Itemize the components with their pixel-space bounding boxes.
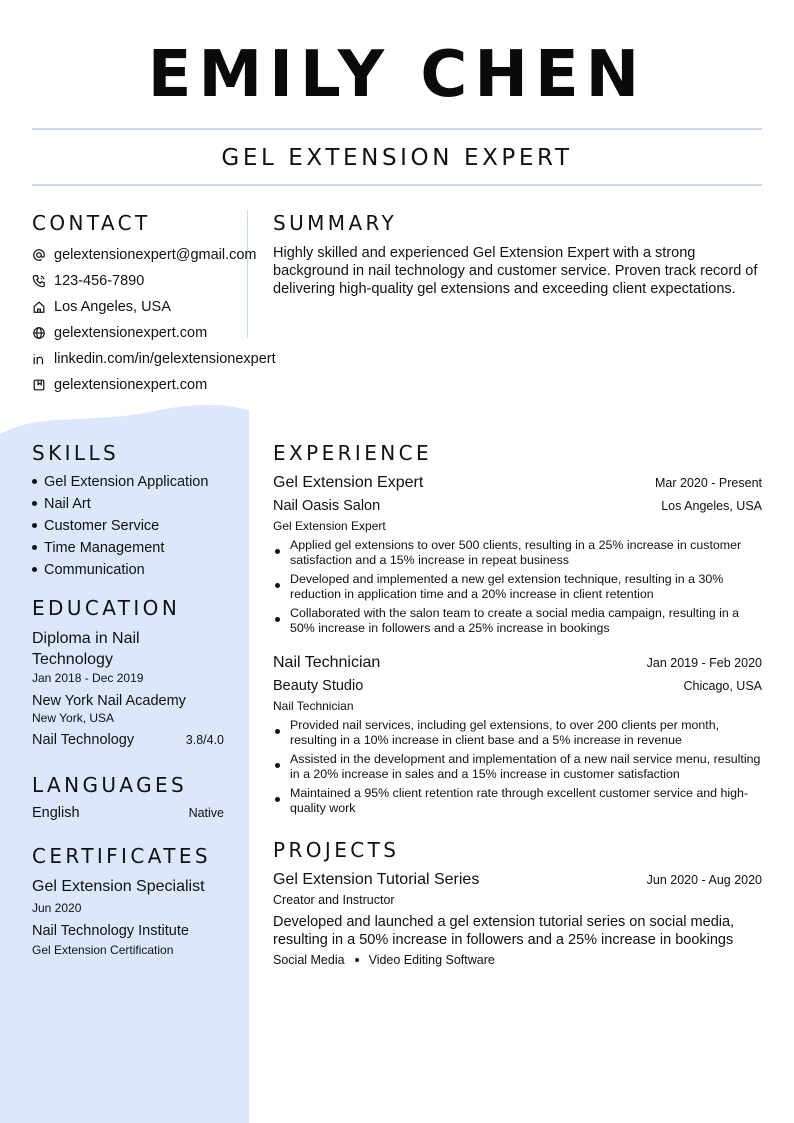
job-title: Gel Extension Expert — [273, 474, 424, 491]
job-location: Chicago, USA — [683, 679, 762, 693]
job-role: Gel Extension Expert — [273, 519, 386, 533]
project-title: Gel Extension Tutorial Series — [273, 871, 480, 888]
contact-linkedin-text: linkedin.com/in/gelextensionexpert — [54, 351, 276, 367]
language-item — [32, 805, 224, 821]
education-heading: EDUCATION — [32, 596, 181, 620]
contact-email-text: gelextensionexpert@gmail.com — [54, 247, 257, 263]
contact-location — [32, 294, 276, 320]
header-top-rule — [32, 128, 762, 130]
languages-heading: LANGUAGES — [32, 773, 188, 797]
certificate-name: Gel Extension Specialist — [32, 878, 205, 895]
job-company: Nail Oasis Salon — [273, 498, 381, 514]
education-school: New York Nail Academy — [32, 693, 186, 709]
phone-icon — [32, 274, 46, 288]
language-name: English — [32, 805, 80, 821]
certificate-date: Jun 2020 — [32, 901, 82, 915]
project-dates: Jun 2020 - Aug 2020 — [646, 873, 762, 887]
project-tools — [273, 952, 762, 968]
contact-website-text: gelextensionexpert.com — [54, 325, 208, 341]
candidate-name: EMILY CHEN — [147, 38, 647, 112]
projects-heading: PROJECTS — [273, 838, 400, 862]
experience-entry — [273, 653, 762, 820]
bookmark-icon — [32, 378, 46, 392]
contact-email[interactable] — [32, 242, 276, 268]
education-field-row — [32, 732, 224, 748]
project-role: Creator and Instructor — [273, 893, 395, 907]
job-title: Nail Technician — [273, 654, 381, 671]
contact-portfolio[interactable] — [32, 372, 276, 398]
skills-list — [32, 471, 208, 581]
project-tool: Video Editing Software — [368, 953, 495, 967]
skill-item: Customer Service — [32, 515, 208, 537]
summary-text: Highly skilled and experienced Gel Extension Expert with a strong background in nail technology and customer service. Proven track record of delivering high-quality gel extensions and exceeding client expectations. — [273, 245, 758, 297]
education-dates: Jan 2018 - Dec 2019 — [32, 671, 144, 685]
education-field: Nail Technology — [32, 732, 135, 748]
project-tool: Social Media — [273, 953, 345, 967]
education-gpa: 3.8/4.0 — [185, 733, 224, 747]
experience-heading: EXPERIENCE — [273, 441, 433, 465]
job-role: Nail Technician — [273, 699, 354, 713]
skill-item: Communication — [32, 559, 208, 581]
contact-phone[interactable] — [32, 268, 276, 294]
job-bullet: Assisted in the development and implementation of a new nail service menu, resulting in a 20% increase in sales and a 15% increase in customer satisfaction — [273, 752, 762, 782]
contact-website[interactable] — [32, 320, 276, 346]
job-bullets — [273, 538, 762, 636]
language-level: Native — [188, 806, 224, 820]
job-bullet: Developed and implemented a new gel extension technique, resulting in a 30% reduction in application time and a 20% increase in client retention — [273, 572, 762, 602]
job-bullet: Provided nail services, including gel extensions, to over 200 clients per month, resulting in a 10% increase in client base and a 5% increase in revenue — [273, 718, 762, 748]
certificate-issuer: Nail Technology Institute — [32, 923, 189, 939]
contact-list — [32, 242, 276, 398]
at-icon — [32, 248, 46, 262]
certificates-heading: CERTIFICATES — [32, 844, 212, 868]
experience-entry — [273, 473, 762, 640]
contact-heading: CONTACT — [32, 211, 151, 235]
certificate-entry — [32, 877, 242, 958]
certificate-description: Gel Extension Certification — [32, 943, 174, 957]
job-bullet: Maintained a 95% client retention rate through excellent customer service and high-quality work — [273, 786, 762, 816]
contact-linkedin[interactable] — [32, 346, 276, 372]
job-location: Los Angeles, USA — [661, 499, 762, 513]
contact-portfolio-text: gelextensionexpert.com — [54, 377, 208, 393]
job-title-banner: GEL EXTENSION EXPERT — [221, 145, 573, 171]
job-dates: Jan 2019 - Feb 2020 — [646, 656, 762, 670]
globe-icon — [32, 326, 46, 340]
education-degree: Diploma in Nail Technology — [32, 630, 140, 668]
contact-location-text: Los Angeles, USA — [54, 299, 171, 315]
job-dates: Mar 2020 - Present — [655, 476, 762, 490]
contact-phone-text: 123-456-7890 — [54, 273, 145, 289]
job-company: Beauty Studio — [273, 678, 364, 694]
job-bullets — [273, 718, 762, 816]
skill-item: Time Management — [32, 537, 208, 559]
education-location: New York, USA — [32, 711, 115, 725]
summary-heading: SUMMARY — [273, 211, 398, 235]
tool-separator — [355, 958, 359, 962]
education-entry — [32, 628, 224, 748]
job-bullet: Collaborated with the salon team to create a social media campaign, resulting in a 50% increase in followers and a 25% increase in bookings — [273, 606, 762, 636]
project-description: Developed and launched a gel extension tutorial series on social media, resulting in a 50% increase in followers and a 25% increase in bookings — [273, 914, 735, 948]
linkedin-icon — [32, 352, 46, 366]
skills-heading: SKILLS — [32, 441, 120, 465]
job-bullet: Applied gel extensions to over 500 clients, resulting in a 25% increase in customer satisfaction and a 15% increase in repeat business — [273, 538, 762, 568]
skill-item: Gel Extension Application — [32, 471, 208, 493]
home-icon — [32, 300, 46, 314]
header-bottom-rule — [32, 184, 762, 186]
project-entry — [273, 870, 762, 968]
skill-item: Nail Art — [32, 493, 208, 515]
